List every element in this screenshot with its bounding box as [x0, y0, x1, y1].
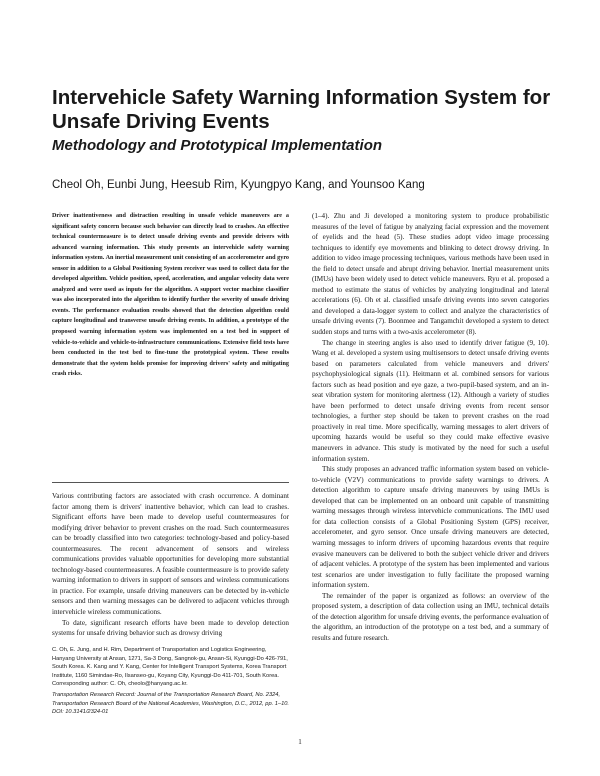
- abstract: Driver inattentiveness and distraction resulting in unsafe vehicle maneuvers are a significant safety concern because such behavior can directly lead to crashes. An effective technical countermeasure is to detect unsafe driving events and provide drivers with advanced warning information. This study presents an intervehicle safety warning information system. An inertial measurement unit consisting of an accelerometer and gyro sensor in addition to a Global Positioning System receiver was used to collect data for the developed algorithm. Vehicle position, speed, acceleration, and angular velocity data were analyzed and were used as inputs for the algorithm. A support vector machine classifier was also incorporated into the algorithm to identify further the severity of unsafe driving events. The performance evaluation results showed that the detection algorithm could capture longitudinal and transverse unsafe driving events. In addition, a prototype of the proposed warning information system was implemented on a test bed in support of vehicle-to-vehicle and vehicle-to-infrastructure communications. Extensive field tests have been conducted in the test bed to fine-tune the prototypical system. These results demonstrate that the system holds promise for improving drivers' safety and mitigating crash risks.: [52, 213, 289, 378]
- paper-title: Intervehicle Safety Warning Information System for Unsafe Driving Events: [52, 86, 551, 133]
- author-list: Cheol Oh, Eunbi Jung, Heesub Rim, Kyungpyo Kang, and Younsoo Kang: [52, 179, 425, 191]
- paper-subtitle: Methodology and Prototypical Implementation: [52, 137, 383, 154]
- body-paragraph-3: This study proposes an advanced traffic information system based on vehicle-to-vehicle (V2V) communications to provide safety warnings to drivers. A detection algorithm to capture unsafe driving maneuvers by using IMUs is developed that can be implemented on an onboard unit capable of transmitting warning messages through wireless intervehicle communications. The IMU used for data collection consists of a Global Positioning System (GPS) receiver, accelerometer, and gyro sensor. Once unsafe driving maneuvers are detected, warning messages to inform drivers of upcoming hazardous events that require evasive maneuvers can be delivered to both the subject vehicle driver and drivers of adjacent vehicles. A prototype of the system has been implemented and various test scenarios are under investigation to fully facilitate the proposed warning information system.: [312, 465, 549, 590]
- body-paragraph-1: (1–4). Zhu and Ji developed a monitoring system to produce probabilistic measures of the level of fatigue by analyzing facial expression and the movement of eyelids and the head (5). These studies adopt video image processing techniques to identify eye movements and blinking to detect drowsy driving. In addition to video image processing techniques, various methods have been used in the field to detect unsafe and abrupt driving behavior. Inertial measurement units (IMUs) have been widely used to detect vehicle maneuvers. Ryu et al. proposed a method to estimate the status of vehicles by analyzing longitudinal and lateral accelerations (6). Oh et al. classified unsafe driving events into seven categories and developed a data-logger system to collect and analyze the characteristics of unsafe driving events (7). Boonmee and Tangamchit developed a system to detect sudden stops and turns with a two-axis accelerometer (8).: [312, 212, 549, 337]
- intro-paragraph-2: To date, significant research efforts have been made to develop detection systems for unsafe driving behavior such as drowsy driving: [52, 618, 289, 638]
- body-paragraph-2: The change in steering angles is also used to identify driver fatigue (9, 10). Wang et al. developed a system using multisensors to detect unsafe driving events based on parameters calculated from vehicle maneuvers and drivers' psychophysiological signals (11). Heitmann et al. combined sensors for various factors such as head position and eye gaze, a two-pupil-based system, and an in-seat vibration system for monitoring alertness (12). Although a variety of studies have been performed to detect unsafe driving events from recent sensor technologies, a further step should be taken to prevent crashes on the road proactively in real time. More specifically, warning messages to alert drivers of upcoming hazards would be useful so they could make effective evasive maneuvers in advance. This study is motivated by the need for such a useful information system.: [312, 338, 549, 463]
- intro-paragraph-1: Various contributing factors are associated with crash occurrence. A dominant factor among them is drivers' inattentive behavior, which can lead to crashes. Significant efforts have been made to develop useful countermeasures for modifying driver behavior to prevent crashes on the road. Such countermeasures can be broadly classified into two categories: technology-based and policy-based countermeasures. The recent advancement of sensors and wireless communications provides valuable opportunities for developing more substantial technology-based countermeasures. A feasible countermeasure is to provide safety warning information to drivers in support of sensors and wireless communications in practice. For example, unsafe driving maneuvers can be detected by in-vehicle sensors and then warning messages can be delivered to adjacent vehicles through intervehicle wireless communications.: [52, 492, 289, 617]
- page-number: 1: [298, 738, 302, 746]
- footnote-affiliation: C. Oh, E. Jung, and H. Rim, Department of Transportation and Logistics Engineering, Hanyang University at Ansan, 1271, Sa-3 Dong, Sangnok-gu, Ansan-Si, Kyunggi-Do 426-791, South Korea. K. Kang and Y. Kang, Center for Intelligent Transport Systems, Korea Transport Institute, 1160 Simindae-Ro, Ilsanseo-gu, Koyang City, Kyunggi-Do 411-701, South Korea. Corresponding author: C. Oh, cheolo@hanyang.ac.kr.: [52, 647, 288, 688]
- body-paragraph-4: The remainder of the paper is organized as follows: an overview of the proposed system, a description of data collection using an IMU, technical details of the detection algorithm for unsafe driving events, the performance evaluation of the algorithm, an introduction of the prototype on a test bed, and a summary of results and future research.: [312, 591, 549, 642]
- left-column: [52, 491, 289, 639]
- footnote-journal: Transportation Research Record: Journal of the Transportation Research Board, No. 2324, Transportation Research Board of the National Academies, Washington, D.C., 2012, pp. 1–10. DOI: 10.3141/2324-01: [52, 692, 290, 716]
- abstract-divider: [52, 482, 289, 483]
- right-column: [312, 211, 549, 643]
